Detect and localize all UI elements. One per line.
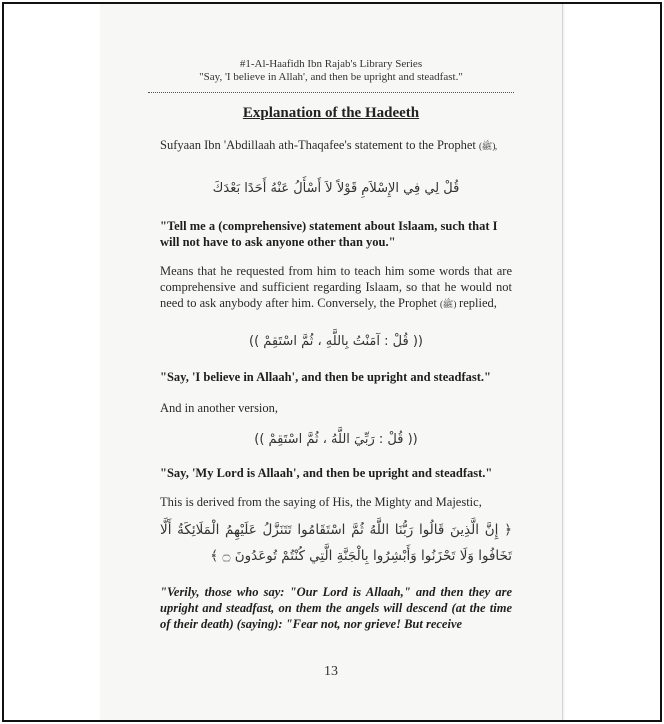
section-title: Explanation of the Hadeeth — [242, 105, 420, 121]
quote-believe-in-allaah: "Say, 'I believe in Allaah', and then be upright and steadfast." — [160, 370, 491, 384]
verse-translation: "Verily, those who say: "Our Lord is Allaah," and then they are upright and steadfast, on them the angels will descend (at the time of their death) (saying): "Fear not, nor grieve! But receive — [160, 585, 512, 631]
paragraph-intro — [160, 137, 512, 154]
arabic-text-3: (( قُلْ : رَبِّيَ اللَّهُ ، ثُمَّ اسْتَقِمْ )) — [254, 432, 418, 447]
arabic-text-1: قُلْ لِي فِي الإِسْلاَمِ قَوْلاً لاَ أَسْأَلُ عَنْهُ أَحَدًا بَعْدَكَ — [212, 181, 460, 196]
paragraph-explanation — [160, 263, 512, 312]
page-number: 13 — [324, 664, 338, 679]
scan-frame — [2, 2, 662, 722]
paragraph-derived: This is derived from the saying of His, the Mighty and Majestic, — [160, 495, 482, 509]
quran-verse-arabic: ﴿ إِنَّ الَّذِينَ قَالُوا رَبُّنَا اللَّهُ ثُمَّ اسْتَقَامُوا تَتَنَزَّلُ عَلَيْهِمُ الْمَلَائِكَةُ أَلَّا تَخَافُوا وَلَا تَحْزَنُوا وَأَبْشِرُوا بِالْجَنَّةِ الَّتِي كُنْتُمْ تُوعَدُونَ ۝ ﴾ — [160, 522, 512, 564]
series-line: #1-Al-Haafidh Ibn Rajab's Library Series — [239, 58, 423, 70]
running-header — [100, 58, 562, 84]
header-divider — [148, 92, 514, 93]
book-page — [100, 4, 563, 720]
paragraph-explanation-tail: replied, — [455, 296, 497, 310]
header-quote-line: "Say, 'I believe in Allah', and then be upright and steadfast." — [199, 71, 463, 83]
paragraph-explanation-text: Means that he requested from him to teach him some words that are comprehensive and sufficient regarding Islaam, so that he would not need to ask anybody after him. Conversely, the Prophet — [160, 264, 512, 310]
quote-my-lord: "Say, 'My Lord is Allaah', and then be upright and steadfast." — [160, 466, 493, 480]
honorific-symbol: (ﷺ) — [440, 299, 456, 309]
quote-tell-me: "Tell me a (comprehensive) statement about Islaam, such that I will not have to ask anyone other than you." — [160, 219, 498, 249]
arabic-text-2: (( قُلْ : آمَنْتُ بِاللَّهِ ، ثُمَّ اسْتَقِمْ )) — [249, 334, 423, 349]
honorific-symbol: (ﷺ), — [479, 141, 497, 151]
paragraph-intro-text: Sufyaan Ibn 'Abdillaah ath-Thaqafee's statement to the Prophet — [160, 138, 476, 152]
paragraph-another-version: And in another version, — [160, 401, 279, 415]
